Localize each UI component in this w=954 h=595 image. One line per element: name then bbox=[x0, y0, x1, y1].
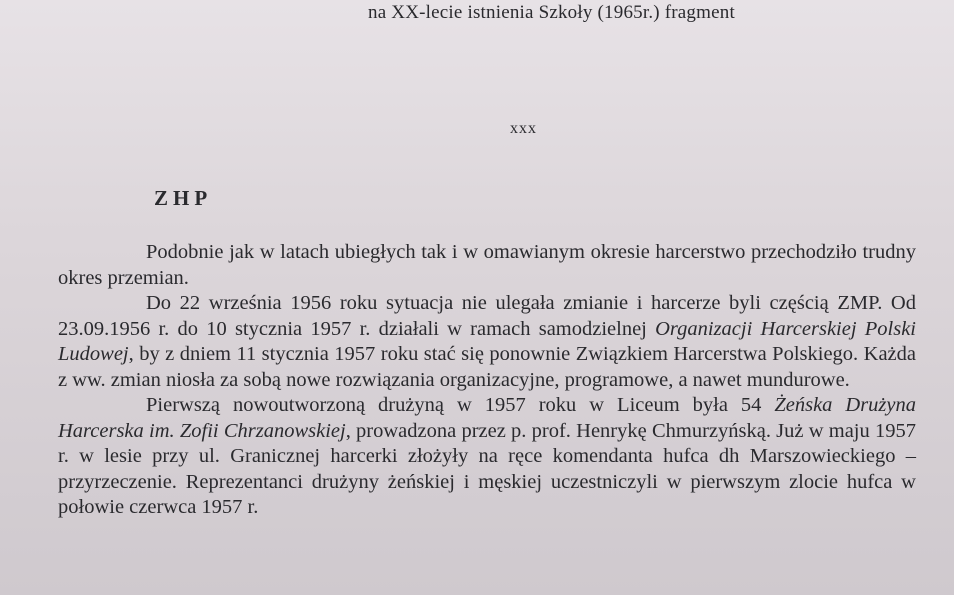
body-text bbox=[58, 240, 916, 521]
paragraph-1-text: Podobnie jak w latach ubiegłych tak i w omawianym okresie harcerstwo przechodziło trudny okres przemian. bbox=[58, 241, 916, 289]
paragraph-3-team-name: Żeńska Drużyna Harcerska im. Zofii Chrzanowskiej bbox=[58, 394, 916, 442]
section-separator: xxx bbox=[510, 120, 537, 137]
paragraph-3-text-after: , prowadzona przez p. prof. Henrykę Chmurzyńską. Już w maju 1957 r. w lesie przy ul. Granicznej harcerki złożyły na ręce komendanta hufca dh Marszowieckiego – przyrzeczenie. Reprezentanci drużyny żeńskiej i męskiej uczestniczyli w pierwszym zlocie hufca w połowie czerwca 1957 r. bbox=[58, 419, 916, 518]
paragraph-2-text-before: Do 22 września 1956 roku sytuacja nie ulegała zmianie i harcerze byli częścią ZMP. Od 23.09.1956 r. do 10 stycznia 1957 r. działali w ramach samodzielnej bbox=[58, 292, 916, 340]
paragraph-2-organization-name: Organizacji Harcerskiej Polski Ludowej bbox=[58, 317, 916, 365]
caption-text: na XX-lecie istnienia Szkoły (1965r.) fragment bbox=[368, 2, 735, 23]
paragraph-3 bbox=[58, 393, 916, 521]
paragraph-2 bbox=[58, 291, 916, 393]
paragraph-3-text-before: Pierwszą nowoutworzoną drużyną w 1957 roku w Liceum była 54 bbox=[146, 394, 775, 416]
section-heading: ZHP bbox=[154, 186, 213, 210]
paragraph-2-text-after: , by z dniem 11 stycznia 1957 roku stać się ponownie Związkiem Harcerstwa Polskiego. Każda z ww. zmian niosła za sobą nowe rozwiązania organizacyjne, programowe, a nawet mundurowe. bbox=[58, 343, 916, 391]
paragraph-1 bbox=[58, 240, 916, 291]
